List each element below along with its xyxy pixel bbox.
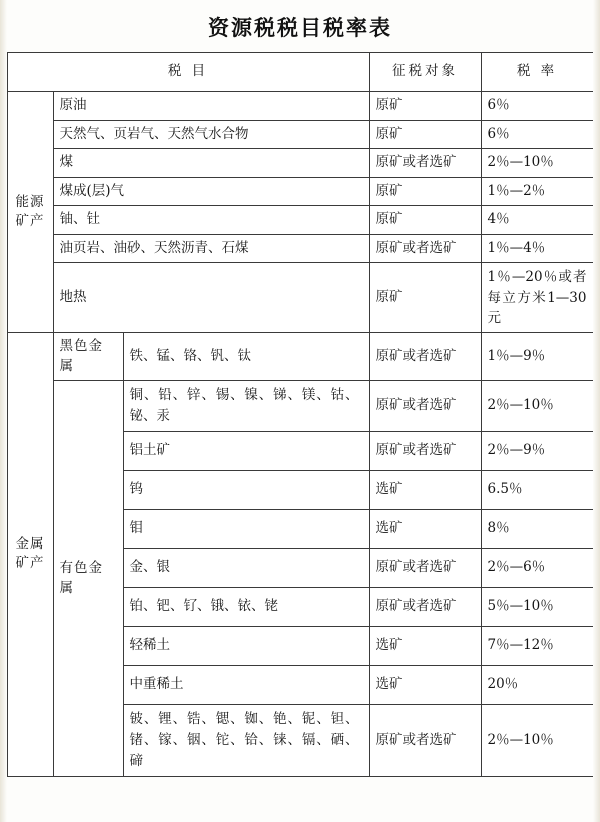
page-edge-left xyxy=(0,0,7,822)
tax-object: 原矿 xyxy=(369,120,481,149)
table-row xyxy=(7,333,593,381)
tax-object: 选矿 xyxy=(369,510,481,549)
category-metal-minerals xyxy=(7,333,53,777)
item-name: 煤成(层)气 xyxy=(53,177,369,206)
category-label-line2: 矿产 xyxy=(15,555,45,572)
item-name: 铁、锰、铬、钒、钛 xyxy=(123,333,369,381)
item-name: 金、银 xyxy=(123,549,369,588)
category-label-line2: 矿产 xyxy=(15,213,45,230)
tax-rate: 2％—10％ xyxy=(481,705,593,777)
item-name: 钼 xyxy=(123,510,369,549)
category-label-line1: 能源 xyxy=(15,193,45,210)
tax-rate: 2％—9％ xyxy=(481,432,593,471)
page-title: 资源税税目税率表 xyxy=(208,15,392,40)
tax-object: 原矿或者选矿 xyxy=(369,234,481,263)
tax-object: 选矿 xyxy=(369,627,481,666)
tax-object: 原矿或者选矿 xyxy=(369,333,481,381)
tax-object: 原矿或者选矿 xyxy=(369,705,481,777)
tax-object: 原矿或者选矿 xyxy=(369,149,481,178)
item-name: 钨 xyxy=(123,471,369,510)
tax-rate: 1％—4％ xyxy=(481,234,593,263)
table-header-row xyxy=(7,53,593,92)
table-row xyxy=(7,120,593,149)
table-row xyxy=(7,206,593,235)
tax-object: 原矿 xyxy=(369,206,481,235)
table-row xyxy=(7,177,593,206)
item-name: 原油 xyxy=(53,92,369,121)
item-name: 铜、铅、锌、锡、镍、锑、镁、钴、铋、汞 xyxy=(123,381,369,432)
item-name: 铝土矿 xyxy=(123,432,369,471)
item-name: 中重稀土 xyxy=(123,666,369,705)
tax-rate: 1％—20％或者每立方米1—30元 xyxy=(481,263,593,333)
tax-rate: 8％ xyxy=(481,510,593,549)
item-name: 铀、钍 xyxy=(53,206,369,235)
tax-rate: 1％—9％ xyxy=(481,333,593,381)
item-name: 铂、钯、钌、锇、铱、铑 xyxy=(123,588,369,627)
table-row xyxy=(7,263,593,333)
tax-rate: 7％—12％ xyxy=(481,627,593,666)
tax-rate: 6％ xyxy=(481,92,593,121)
tax-rate-table xyxy=(7,52,594,777)
tax-object: 选矿 xyxy=(369,666,481,705)
tax-object: 原矿或者选矿 xyxy=(369,432,481,471)
tax-rate: 20％ xyxy=(481,666,593,705)
tax-object: 原矿或者选矿 xyxy=(369,381,481,432)
subgroup-nonferrous-metals: 有色金属 xyxy=(53,381,123,777)
item-name: 地热 xyxy=(53,263,369,333)
tax-rate: 2％—6％ xyxy=(481,549,593,588)
tax-object: 原矿或者选矿 xyxy=(369,549,481,588)
tax-rate: 4％ xyxy=(481,206,593,235)
item-name: 煤 xyxy=(53,149,369,178)
table-row xyxy=(7,92,593,121)
category-energy-minerals xyxy=(7,92,53,333)
table-row xyxy=(7,234,593,263)
item-name: 天然气、页岩气、天然气水合物 xyxy=(53,120,369,149)
item-name: 油页岩、油砂、天然沥青、石煤 xyxy=(53,234,369,263)
header-tax-object: 征税对象 xyxy=(369,53,481,92)
tax-object: 原矿 xyxy=(369,92,481,121)
item-name: 轻稀土 xyxy=(123,627,369,666)
tax-rate: 6％ xyxy=(481,120,593,149)
category-label-line1: 金属 xyxy=(15,535,45,552)
page-edge-right xyxy=(593,0,600,822)
item-name: 铍、锂、锆、锶、铷、铯、铌、钽、锗、镓、铟、铊、铪、铼、镉、硒、碲 xyxy=(123,705,369,777)
subgroup-ferrous-metals: 黑色金属 xyxy=(53,333,123,381)
table-row xyxy=(7,381,593,432)
tax-object: 选矿 xyxy=(369,471,481,510)
tax-rate: 1％—2％ xyxy=(481,177,593,206)
tax-object: 原矿 xyxy=(369,263,481,333)
tax-rate: 6.5％ xyxy=(481,471,593,510)
tax-object: 原矿 xyxy=(369,177,481,206)
tax-object: 原矿或者选矿 xyxy=(369,588,481,627)
tax-rate: 2％—10％ xyxy=(481,149,593,178)
header-tax-item: 税 目 xyxy=(7,53,369,92)
header-tax-rate: 税 率 xyxy=(481,53,593,92)
table-row xyxy=(7,149,593,178)
tax-rate: 2％—10％ xyxy=(481,381,593,432)
tax-rate: 5％—10％ xyxy=(481,588,593,627)
